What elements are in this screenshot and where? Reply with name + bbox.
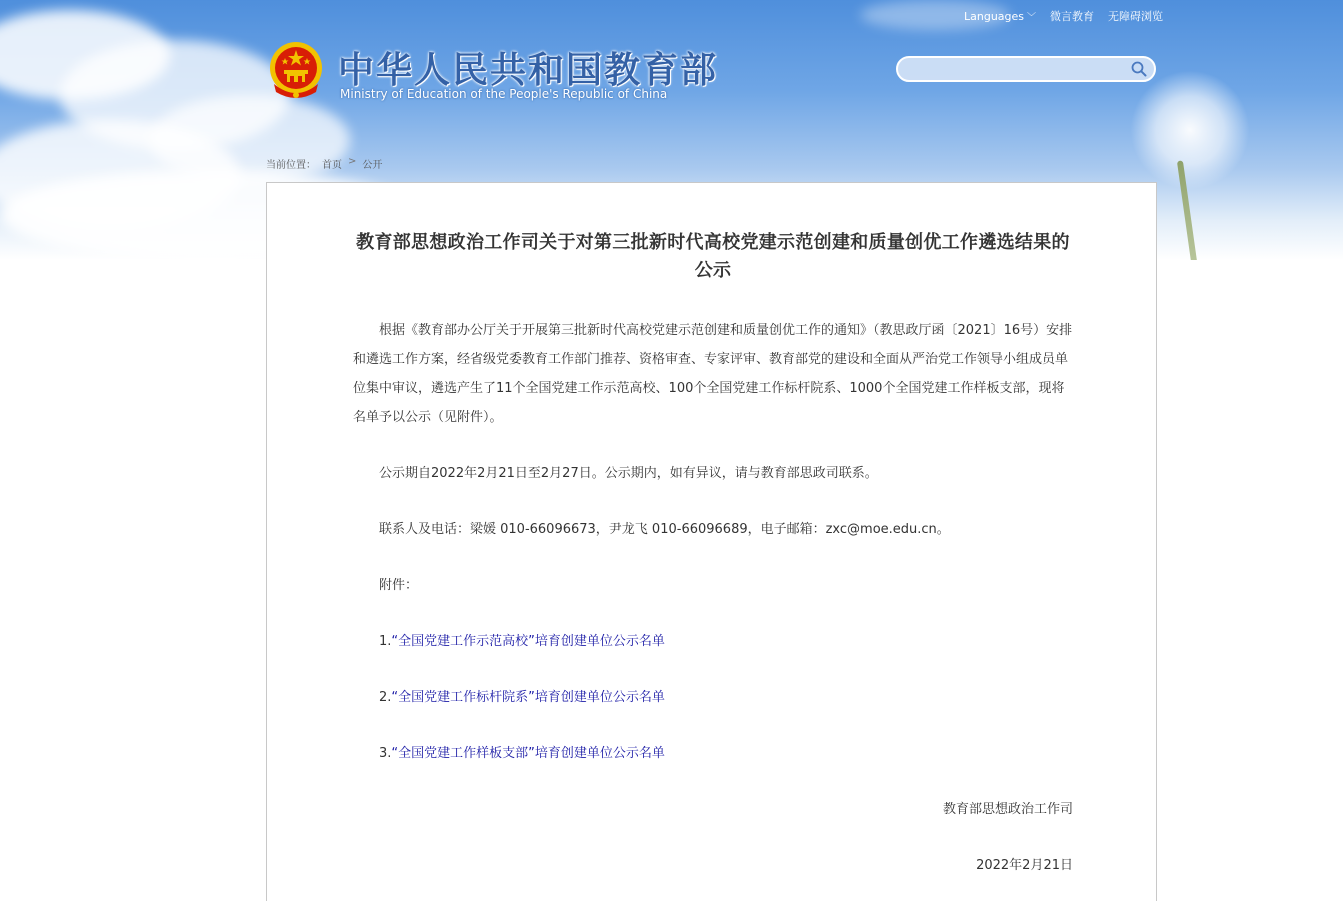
attachment-label[interactable]: “全国党建工作样板支部”培育创建单位公示名单 — [391, 746, 665, 761]
search-icon[interactable] — [1130, 60, 1148, 78]
attachment-label[interactable]: “全国党建工作示范高校”培育创建单位公示名单 — [391, 634, 665, 649]
accessibility-link[interactable]: 无障碍浏览 — [1108, 10, 1164, 23]
attachment-link-1[interactable] — [353, 627, 1073, 656]
search-input[interactable] — [908, 60, 1123, 78]
publish-date: 2022年2月21日 — [976, 858, 1073, 873]
breadcrumb-current[interactable]: 公开 — [362, 160, 383, 171]
breadcrumb — [266, 156, 382, 171]
attachment-number: 1. — [379, 634, 392, 649]
attachment-number: 2. — [379, 690, 392, 705]
article-body — [353, 316, 1073, 880]
breadcrumb-home[interactable]: 首页 — [322, 160, 342, 171]
article-title: 教育部思想政治工作司关于对第三批新时代高校党建示范创建和质量创优工作遴选结果的公示 — [356, 232, 1070, 281]
article — [353, 183, 1073, 880]
attachment-label[interactable]: “全国党建工作标杆院系”培育创建单位公示名单 — [391, 690, 665, 705]
article-paragraph: 联系人及电话：梁媛 010-66096673，尹龙飞 010-66096689，电子邮箱：zxc@moe.edu.cn。 — [379, 522, 950, 537]
article-paragraph: 根据《教育部办公厅关于开展第三批新时代高校党建示范创建和质量创优工作的通知》（教思政厅函〔2021〕16号）安排和遴选工作方案，经省级党委教育工作部门推荐、资格审查、专家评审、教育部党的建设和全面从严治党工作领导小组成员单位集中审议，遴选产生了11个全国党建工作示范高校、100个全国党建工作标杆院系、1000个全国党建工作样板支部，现将名单予以公示（见附件）。 — [353, 323, 1073, 425]
chevron-down-icon: ﹀ — [1027, 12, 1037, 23]
attachments-heading: 附件： — [379, 578, 419, 593]
signature: 教育部思想政治工作司 — [942, 802, 1073, 817]
breadcrumb-separator: > — [348, 156, 357, 167]
top-links — [964, 8, 1163, 24]
content-panel — [266, 182, 1157, 901]
site-title: 中华人民共和国教育部 — [338, 50, 719, 91]
attachment-link-2[interactable] — [353, 683, 1073, 712]
weibo-link[interactable]: 微言教育 — [1050, 10, 1095, 23]
site-subtitle: Ministry of Education of the People's Republic of China — [340, 87, 668, 101]
languages-menu[interactable] — [964, 8, 1036, 24]
attachment-link-3[interactable] — [353, 739, 1073, 768]
article-paragraph: 公示期自2022年2月21日至2月27日。公示期内，如有异议，请与教育部思政司联系。 — [379, 466, 878, 481]
breadcrumb-label: 当前位置： — [266, 160, 316, 171]
national-emblem-icon — [268, 40, 324, 102]
attachment-number: 3. — [379, 746, 392, 761]
languages-label: Languages — [964, 9, 1025, 23]
search-box — [896, 56, 1156, 82]
